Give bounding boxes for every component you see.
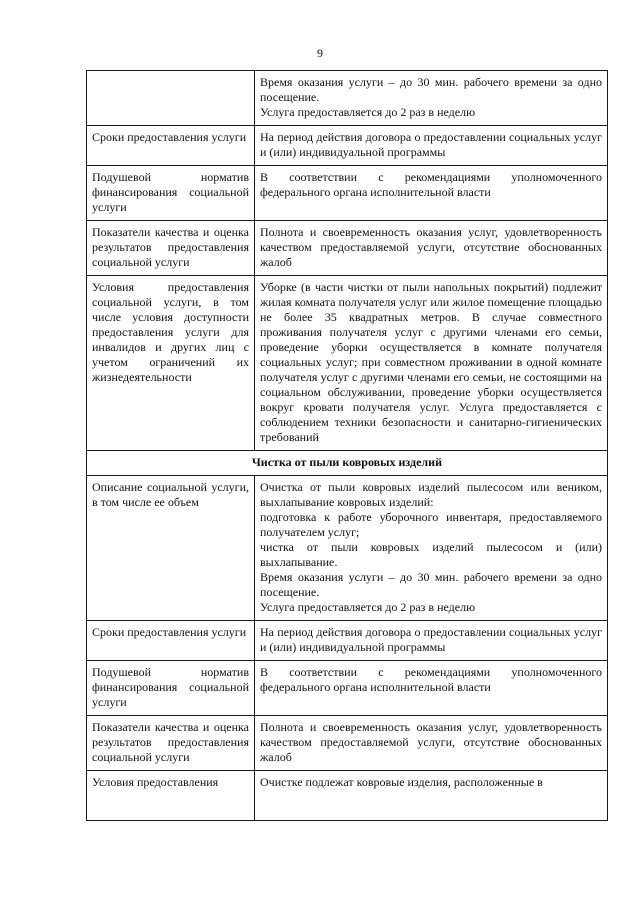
row-value <box>255 771 608 821</box>
row-label: Показатели качества и оценка результатов предоставления социальной услуги <box>87 716 255 771</box>
row-value <box>255 71 608 126</box>
value-line: На период действия договора о предоставлении социальных услуг и (или) индивидуальной программы <box>260 625 602 654</box>
row-label: Сроки предоставления услуги <box>87 621 255 661</box>
table-row <box>87 476 608 621</box>
value-line: Очистка от пыли ковровых изделий пылесосом или веником, выхлапывание ковровых изделий: <box>260 480 602 509</box>
table-row <box>87 276 608 451</box>
row-label: Условия предоставления <box>87 771 255 821</box>
row-label: Сроки предоставления услуги <box>87 126 255 166</box>
row-label: Показатели качества и оценка результатов предоставления социальной услуги <box>87 221 255 276</box>
value-line: Полнота и своевременность оказания услуг, удовлетворенность качеством предоставляемой услуги, отсутствие обоснованных жалоб <box>260 720 602 764</box>
row-value <box>255 476 608 621</box>
value-line: Услуга предоставляется до 2 раз в неделю <box>260 600 476 614</box>
table-row <box>87 166 608 221</box>
row-value <box>255 716 608 771</box>
row-value <box>255 221 608 276</box>
page-number: 9 <box>317 46 323 60</box>
value-line: На период действия договора о предоставлении социальных услуг и (или) индивидуальной программы <box>260 130 602 159</box>
row-value <box>255 621 608 661</box>
value-line: Время оказания услуги – до 30 мин. рабочего времени за одно посещение. <box>260 75 602 104</box>
row-value <box>255 661 608 716</box>
value-line: Время оказания услуги – до 30 мин. рабочего времени за одно посещение. <box>260 570 602 599</box>
value-line: подготовка к работе уборочного инвентаря, предоставляемого получателем услуг; <box>260 510 602 539</box>
table-row <box>87 771 608 821</box>
value-line: В соответствии с рекомендациями уполномоченного федерального органа исполнительной власти <box>260 170 602 199</box>
value-line: В соответствии с рекомендациями уполномоченного федерального органа исполнительной власти <box>260 665 602 694</box>
section-title: Чистка от пыли ковровых изделий <box>87 451 608 476</box>
service-table <box>86 70 608 821</box>
section-header-row <box>87 451 608 476</box>
row-value <box>255 126 608 166</box>
value-line: чистка от пыли ковровых изделий пылесосом и (или) выхлапывание. <box>260 540 602 569</box>
row-value <box>255 166 608 221</box>
row-label: Условия предоставления социальной услуги, в том числе условия доступности предоставления услуги для инвалидов и других лиц с учетом ограничений их жизнедеятельности <box>87 276 255 451</box>
value-line: Услуга предоставляется до 2 раз в неделю <box>260 105 476 119</box>
row-label <box>87 71 255 126</box>
table-row <box>87 621 608 661</box>
row-label: Подушевой норматив финансирования социальной услуги <box>87 661 255 716</box>
value-line: Уборке (в части чистки от пыли напольных покрытий) подлежит жилая комната получателя услуг или жилое помещение площадью не более 35 квадратных метров. В случае совместного проживания получателя услуг с другими членами его семьи, проведение уборки осуществляется в комнате получателя социальных услуг; при совместном проживании в одной комнате получателя услуг с другими членами его семьи, не состоящими на социальном обслуживании, проведение уборки осуществляется вокруг кровати получателя услуг. Услуга предоставляется с соблюдением техники безопасности и санитарно-гигиенических требований <box>260 280 602 444</box>
row-label: Подушевой норматив финансирования социальной услуги <box>87 166 255 221</box>
table-row <box>87 71 608 126</box>
row-label: Описание социальной услуги, в том числе ее объем <box>87 476 255 621</box>
row-value <box>255 276 608 451</box>
table-row <box>87 716 608 771</box>
table-row <box>87 221 608 276</box>
value-line: Полнота и своевременность оказания услуг, удовлетворенность качеством предоставляемой услуги, отсутствие обоснованных жалоб <box>260 225 602 269</box>
table-row <box>87 126 608 166</box>
value-line: Очистке подлежат ковровые изделия, расположенные в <box>260 775 543 789</box>
table-row <box>87 661 608 716</box>
